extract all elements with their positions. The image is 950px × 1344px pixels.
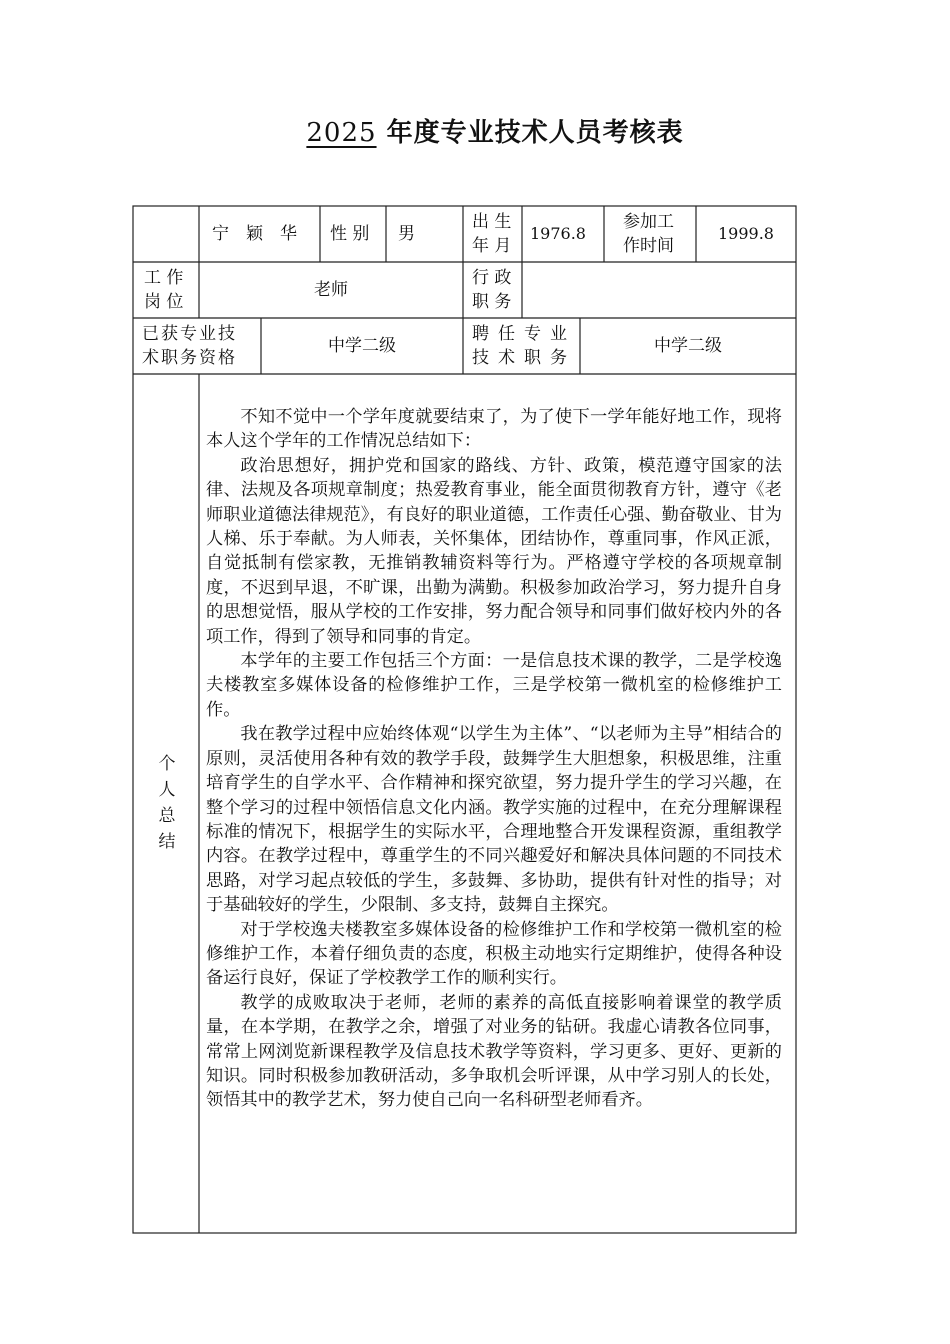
name-value: 宁 颖 华	[212, 224, 297, 244]
gender-label: 性 别	[330, 224, 370, 244]
summary-label-char-4: 结	[158, 832, 176, 852]
birth-value: 1976.8	[530, 224, 586, 243]
admin-label-line1: 行 政	[472, 268, 512, 288]
summary-label-char-3: 总	[158, 806, 176, 826]
hired-label-line1: 聘任专业	[472, 324, 576, 344]
post-label-line1: 工 作	[144, 268, 184, 288]
summary-paragraph: 不知不觉中一个学年度就要结束了，为了使下一学年能好地工作，现将本人这个学年的工作情况总结如下：	[206, 407, 782, 452]
summary-paragraph: 我在教学过程中应始终体观“以学生为主体”、“以老师为主导”相结合的原则，灵活使用各种有效的教学手段，鼓舞学生大胆想象，积极思维，注重培育学生的自学水平、合作精神和探究欲望，努力提升学生的学习兴趣，在整个学习的过程中领悟信息文化内涵。教学实施的过程中，在充分理解课程标准的情况下，根据学生的实际水平，合理地整合开发课程资源，重组教学内容。在教学过程中，尊重学生的不同兴趣爱好和解决具体问题的不同技术思路，对学习起点较低的学生，多鼓舞、多协助，提供有针对性的指导；对于基础较好的学生，少限制、多支持，鼓舞自主探究。	[206, 724, 782, 916]
post-label-line2: 岗 位	[144, 292, 184, 312]
summary-label-char-1: 个	[158, 754, 176, 774]
admin-label-line2: 职 务	[472, 292, 512, 312]
summary-label-char-2: 人	[158, 780, 176, 800]
qualification-label-line2: 术职务资格	[142, 348, 237, 368]
hired-label-line2: 技术职务	[472, 348, 576, 368]
birth-label-line2: 年 月	[472, 236, 512, 256]
work-start-label-line2: 作时间	[623, 236, 674, 256]
title-text: 年度专业技术人员考核表	[376, 118, 684, 148]
work-start-value: 1999.8	[718, 224, 774, 243]
title-year: 2025	[306, 118, 377, 148]
summary-paragraph: 本学年的主要工作包括三个方面：一是信息技术课的教学，二是学校逸夫楼教室多媒体设备的检修维护工作，三是学校第一微机室的检修维护工作。	[206, 651, 782, 720]
qualification-value: 中学二级	[328, 336, 396, 356]
post-value: 老师	[314, 280, 348, 300]
qualification-label-line1: 已获专业技	[142, 324, 237, 344]
gender-value: 男	[398, 224, 415, 244]
work-start-label-line1: 参加工	[623, 212, 674, 232]
summary-body	[206, 405, 782, 1113]
summary-paragraph: 政治思想好，拥护党和国家的路线、方针、政策，模范遵守国家的法律、法规及各项规章制度；热爱教育事业，能全面贯彻教育方针，遵守《老师职业道德法律规范》，有良好的职业道德，工作责任心强、勤奋敬业、甘为人梯、乐于奉献。为人师表，关怀集体，团结协作，尊重同事，作风正派，自觉抵制有偿家教，无推销教辅资料等行为。严格遵守学校的各项规章制度，不迟到早退，不旷课，出勤为满勤。积极参加政治学习，努力提升自身的思想觉悟，服从学校的工作安排，努力配合领导和同事们做好校内外的各项工作，得到了领导和同事的肯定。	[206, 455, 782, 647]
summary-paragraph: 教学的成败取决于老师，老师的素养的高低直接影响着课堂的教学质量，在本学期，在教学之余，增强了对业务的钻研。我虚心请教各位同事，常常上网浏览新课程教学及信息技术教学等资料，学习更多、更好、更新的知识。同时积极参加教研活动，多争取机会听评课，从中学习别人的长处，领悟其中的教学艺术，努力使自己向一名科研型老师看齐。	[206, 992, 782, 1111]
birth-label-line1: 出 生	[472, 212, 512, 232]
summary-paragraph: 对于学校逸夫楼教室多媒体设备的检修维护工作和学校第一微机室的检修维护工作，本着仔细负责的态度，积极主动地实行定期维护，使得各种设备运行良好，保证了学校教学工作的顺利实行。	[206, 919, 782, 989]
hired-value: 中学二级	[654, 336, 722, 356]
